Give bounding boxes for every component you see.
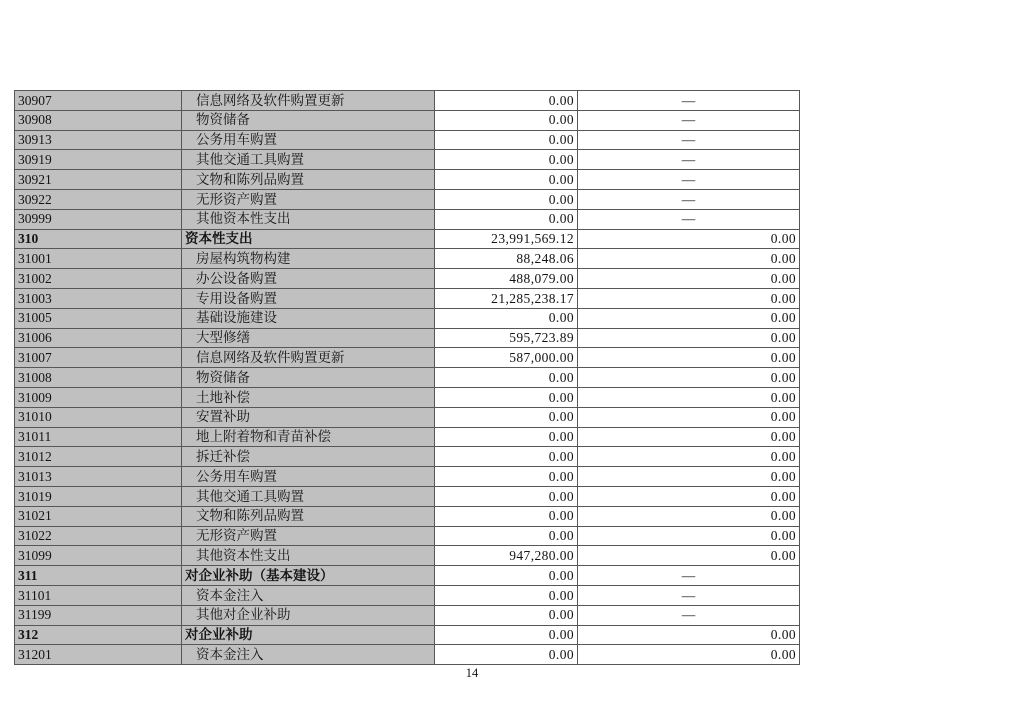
code-cell: 30921	[15, 170, 182, 190]
amount-cell: 0.00	[435, 625, 578, 645]
code-cell: 31002	[15, 269, 182, 289]
amount2-cell: 0.00	[578, 486, 800, 506]
code-cell: 30922	[15, 189, 182, 209]
name-cell: 拆迁补偿	[182, 447, 435, 467]
code-cell: 31001	[15, 249, 182, 269]
amount2-cell: 0.00	[578, 526, 800, 546]
amount-cell: 0.00	[435, 209, 578, 229]
code-cell: 31007	[15, 348, 182, 368]
amount-cell: 587,000.00	[435, 348, 578, 368]
name-cell: 无形资产购置	[182, 189, 435, 209]
table-row	[15, 467, 800, 487]
amount2-cell: 0.00	[578, 447, 800, 467]
code-cell: 30919	[15, 150, 182, 170]
name-cell: 无形资产购置	[182, 526, 435, 546]
table-row	[15, 189, 800, 209]
amount-cell: 0.00	[435, 486, 578, 506]
code-cell: 31005	[15, 308, 182, 328]
amount-cell: 88,248.06	[435, 249, 578, 269]
amount2-cell: 0.00	[578, 467, 800, 487]
table-row	[15, 269, 800, 289]
amount2-cell: —	[578, 150, 800, 170]
name-cell: 资本性支出	[182, 229, 435, 249]
amount2-cell: —	[578, 170, 800, 190]
table-row	[15, 566, 800, 586]
amount2-cell: 0.00	[578, 407, 800, 427]
amount-cell: 0.00	[435, 585, 578, 605]
amount-cell: 0.00	[435, 189, 578, 209]
amount2-cell: 0.00	[578, 288, 800, 308]
name-cell: 其他对企业补助	[182, 605, 435, 625]
code-cell: 31199	[15, 605, 182, 625]
code-cell: 30913	[15, 130, 182, 150]
table-row	[15, 249, 800, 269]
name-cell: 大型修缮	[182, 328, 435, 348]
code-cell: 30908	[15, 110, 182, 130]
amount-cell: 0.00	[435, 91, 578, 111]
name-cell: 对企业补助	[182, 625, 435, 645]
code-cell: 31013	[15, 467, 182, 487]
amount2-cell: 0.00	[578, 308, 800, 328]
amount-cell: 0.00	[435, 130, 578, 150]
amount-cell: 0.00	[435, 150, 578, 170]
amount2-cell: —	[578, 566, 800, 586]
table-row	[15, 348, 800, 368]
code-cell: 31201	[15, 645, 182, 665]
table-row	[15, 526, 800, 546]
amount-cell: 23,991,569.12	[435, 229, 578, 249]
table-row	[15, 625, 800, 645]
name-cell: 安置补助	[182, 407, 435, 427]
table-row	[15, 288, 800, 308]
name-cell: 公务用车购置	[182, 130, 435, 150]
amount2-cell: —	[578, 209, 800, 229]
code-cell: 31003	[15, 288, 182, 308]
amount2-cell: 0.00	[578, 387, 800, 407]
name-cell: 资本金注入	[182, 645, 435, 665]
table-body	[15, 91, 800, 665]
table-row	[15, 427, 800, 447]
amount-cell: 0.00	[435, 387, 578, 407]
page-number: 14	[465, 666, 479, 680]
amount2-cell: 0.00	[578, 427, 800, 447]
amount2-cell: —	[578, 91, 800, 111]
name-cell: 文物和陈列品购置	[182, 506, 435, 526]
amount-cell: 0.00	[435, 427, 578, 447]
name-cell: 信息网络及软件购置更新	[182, 91, 435, 111]
name-cell: 文物和陈列品购置	[182, 170, 435, 190]
table-row	[15, 229, 800, 249]
amount2-cell: 0.00	[578, 249, 800, 269]
code-cell: 31008	[15, 368, 182, 388]
name-cell: 公务用车购置	[182, 467, 435, 487]
amount2-cell: 0.00	[578, 269, 800, 289]
amount2-cell: 0.00	[578, 625, 800, 645]
name-cell: 其他交通工具购置	[182, 150, 435, 170]
amount2-cell: —	[578, 605, 800, 625]
amount2-cell: 0.00	[578, 546, 800, 566]
code-cell: 31009	[15, 387, 182, 407]
table-row	[15, 506, 800, 526]
name-cell: 办公设备购置	[182, 269, 435, 289]
amount2-cell: 0.00	[578, 328, 800, 348]
amount-cell: 21,285,238.17	[435, 288, 578, 308]
code-cell: 31021	[15, 506, 182, 526]
table-row	[15, 328, 800, 348]
name-cell: 土地补偿	[182, 387, 435, 407]
code-cell: 31006	[15, 328, 182, 348]
amount-cell: 595,723.89	[435, 328, 578, 348]
amount2-cell: —	[578, 189, 800, 209]
code-cell: 312	[15, 625, 182, 645]
table-row	[15, 91, 800, 111]
table-row	[15, 546, 800, 566]
code-cell: 31022	[15, 526, 182, 546]
table-row	[15, 407, 800, 427]
amount2-cell: —	[578, 130, 800, 150]
name-cell: 物资储备	[182, 368, 435, 388]
amount-cell: 488,079.00	[435, 269, 578, 289]
amount2-cell: 0.00	[578, 368, 800, 388]
amount-cell: 0.00	[435, 368, 578, 388]
code-cell: 310	[15, 229, 182, 249]
table-row	[15, 130, 800, 150]
code-cell: 31099	[15, 546, 182, 566]
name-cell: 其他交通工具购置	[182, 486, 435, 506]
name-cell: 房屋构筑物构建	[182, 249, 435, 269]
table-row	[15, 605, 800, 625]
table-row	[15, 368, 800, 388]
name-cell: 其他资本性支出	[182, 546, 435, 566]
table-row	[15, 150, 800, 170]
table-row	[15, 387, 800, 407]
amount2-cell: 0.00	[578, 645, 800, 665]
table-row	[15, 308, 800, 328]
amount2-cell: —	[578, 110, 800, 130]
table-row	[15, 209, 800, 229]
name-cell: 专用设备购置	[182, 288, 435, 308]
budget-table	[14, 90, 800, 665]
amount2-cell: —	[578, 585, 800, 605]
name-cell: 资本金注入	[182, 585, 435, 605]
name-cell: 信息网络及软件购置更新	[182, 348, 435, 368]
name-cell: 对企业补助（基本建设）	[182, 566, 435, 586]
name-cell: 地上附着物和青苗补偿	[182, 427, 435, 447]
table-row	[15, 585, 800, 605]
code-cell: 311	[15, 566, 182, 586]
amount-cell: 0.00	[435, 526, 578, 546]
amount-cell: 0.00	[435, 308, 578, 328]
amount-cell: 0.00	[435, 170, 578, 190]
code-cell: 30907	[15, 91, 182, 111]
amount-cell: 947,280.00	[435, 546, 578, 566]
amount-cell: 0.00	[435, 645, 578, 665]
table-row	[15, 486, 800, 506]
amount2-cell: 0.00	[578, 229, 800, 249]
table-row	[15, 447, 800, 467]
amount-cell: 0.00	[435, 110, 578, 130]
code-cell: 31010	[15, 407, 182, 427]
code-cell: 31011	[15, 427, 182, 447]
code-cell: 31101	[15, 585, 182, 605]
name-cell: 物资储备	[182, 110, 435, 130]
amount-cell: 0.00	[435, 447, 578, 467]
name-cell: 基础设施建设	[182, 308, 435, 328]
amount2-cell: 0.00	[578, 348, 800, 368]
amount-cell: 0.00	[435, 566, 578, 586]
code-cell: 31012	[15, 447, 182, 467]
amount-cell: 0.00	[435, 605, 578, 625]
amount-cell: 0.00	[435, 407, 578, 427]
amount2-cell: 0.00	[578, 506, 800, 526]
code-cell: 30999	[15, 209, 182, 229]
code-cell: 31019	[15, 486, 182, 506]
name-cell: 其他资本性支出	[182, 209, 435, 229]
table-row	[15, 645, 800, 665]
amount-cell: 0.00	[435, 506, 578, 526]
table-row	[15, 170, 800, 190]
amount-cell: 0.00	[435, 467, 578, 487]
table-row	[15, 110, 800, 130]
